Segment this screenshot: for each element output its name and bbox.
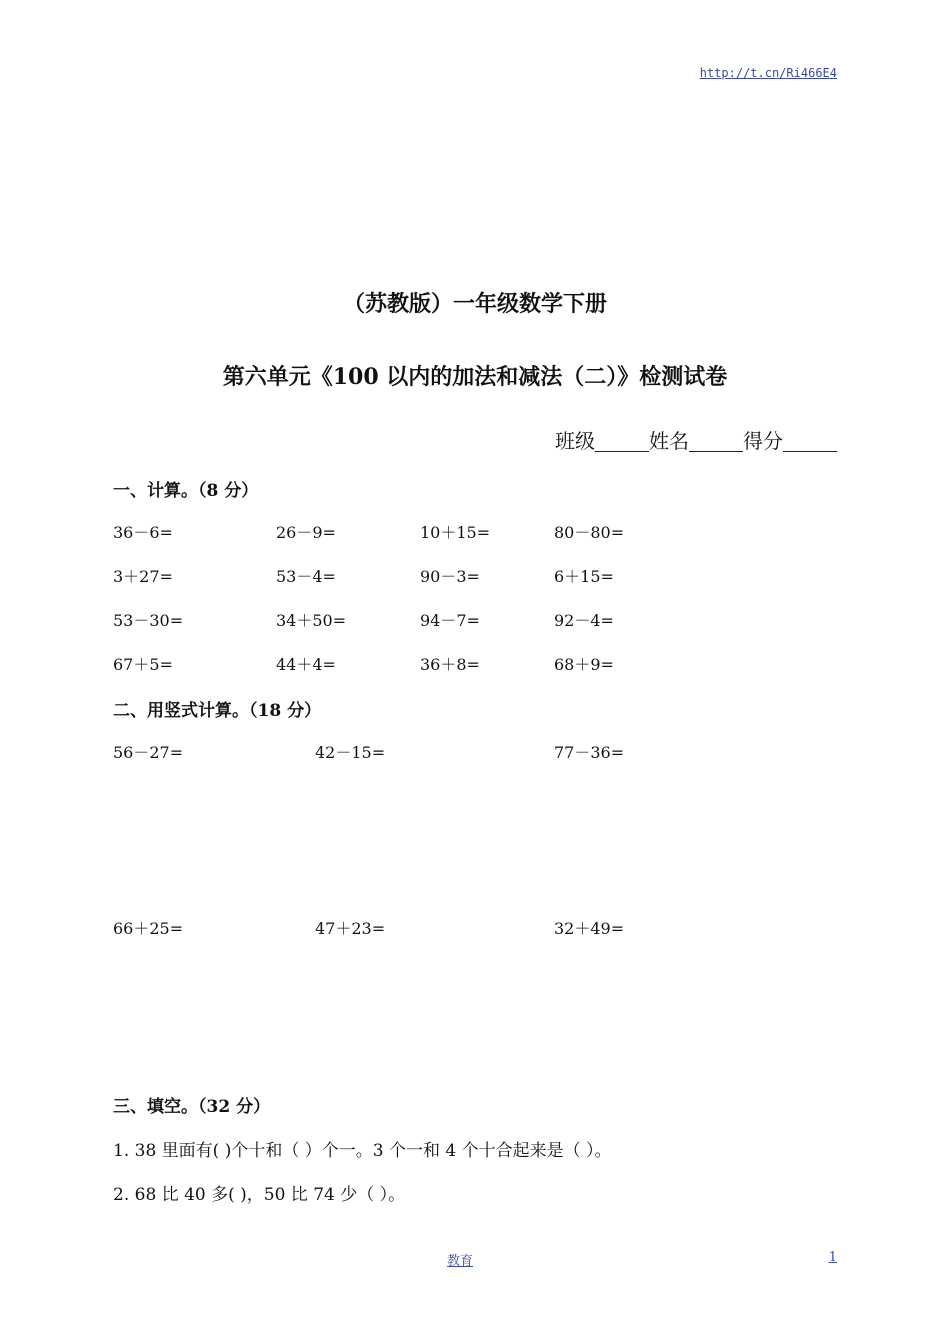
section2-heading: 二、用竖式计算。（18 分） bbox=[113, 701, 322, 721]
calc-item: 53－30= bbox=[113, 611, 184, 630]
class-blank[interactable] bbox=[595, 431, 649, 452]
student-info bbox=[555, 425, 837, 454]
header-link[interactable]: http://t.cn/Ri466E4 bbox=[699, 66, 837, 80]
calc-item: 90－3= bbox=[420, 567, 480, 586]
calc-item: 67＋5= bbox=[113, 655, 173, 674]
title-line-2: 第六单元《100 以内的加法和减法（二）》检测试卷 bbox=[222, 364, 728, 390]
calc-item: 68＋9= bbox=[554, 655, 614, 674]
name-label: 姓名 bbox=[649, 429, 689, 453]
calc-item: 36＋8= bbox=[420, 655, 480, 674]
fill-question-2: 2. 68 比 40 多( )，50 比 74 少（ ）。 bbox=[113, 1185, 406, 1205]
title-line-1: （苏教版）一年级数学下册 bbox=[342, 291, 607, 317]
vertical-calc-item: 66＋25= bbox=[113, 919, 184, 938]
vertical-calc-item: 56－27= bbox=[113, 743, 184, 762]
calc-item: 34＋50= bbox=[276, 611, 347, 630]
section1-heading: 一、计算。（8 分） bbox=[113, 481, 259, 501]
calc-item: 80－80= bbox=[554, 523, 625, 542]
vertical-calc-item: 47＋23= bbox=[315, 919, 386, 938]
calc-item: 94－7= bbox=[420, 611, 480, 630]
class-label: 班级 bbox=[555, 429, 595, 453]
page-number[interactable]: 1 bbox=[828, 1250, 837, 1265]
vertical-calc-item: 77－36= bbox=[554, 743, 625, 762]
score-label: 得分 bbox=[743, 429, 783, 453]
calc-item: 26－9= bbox=[276, 523, 336, 542]
calc-item: 3＋27= bbox=[113, 567, 173, 586]
footer-link[interactable]: 教育 bbox=[447, 1254, 474, 1269]
vertical-calc-item: 42－15= bbox=[315, 743, 386, 762]
calc-item: 92－4= bbox=[554, 611, 614, 630]
calc-item: 36－6= bbox=[113, 523, 173, 542]
vertical-calc-item: 32＋49= bbox=[554, 919, 625, 938]
score-blank[interactable] bbox=[783, 431, 837, 452]
calc-item: 53－4= bbox=[276, 567, 336, 586]
calc-item: 6＋15= bbox=[554, 567, 614, 586]
fill-question-1: 1. 38 里面有( )个十和（ ）个一。3 个一和 4 个十合起来是（ ）。 bbox=[113, 1141, 612, 1161]
section3-heading: 三、填空。（32 分） bbox=[113, 1097, 271, 1117]
calc-item: 44＋4= bbox=[276, 655, 336, 674]
calc-item: 10＋15= bbox=[420, 523, 491, 542]
name-blank[interactable] bbox=[689, 431, 743, 452]
